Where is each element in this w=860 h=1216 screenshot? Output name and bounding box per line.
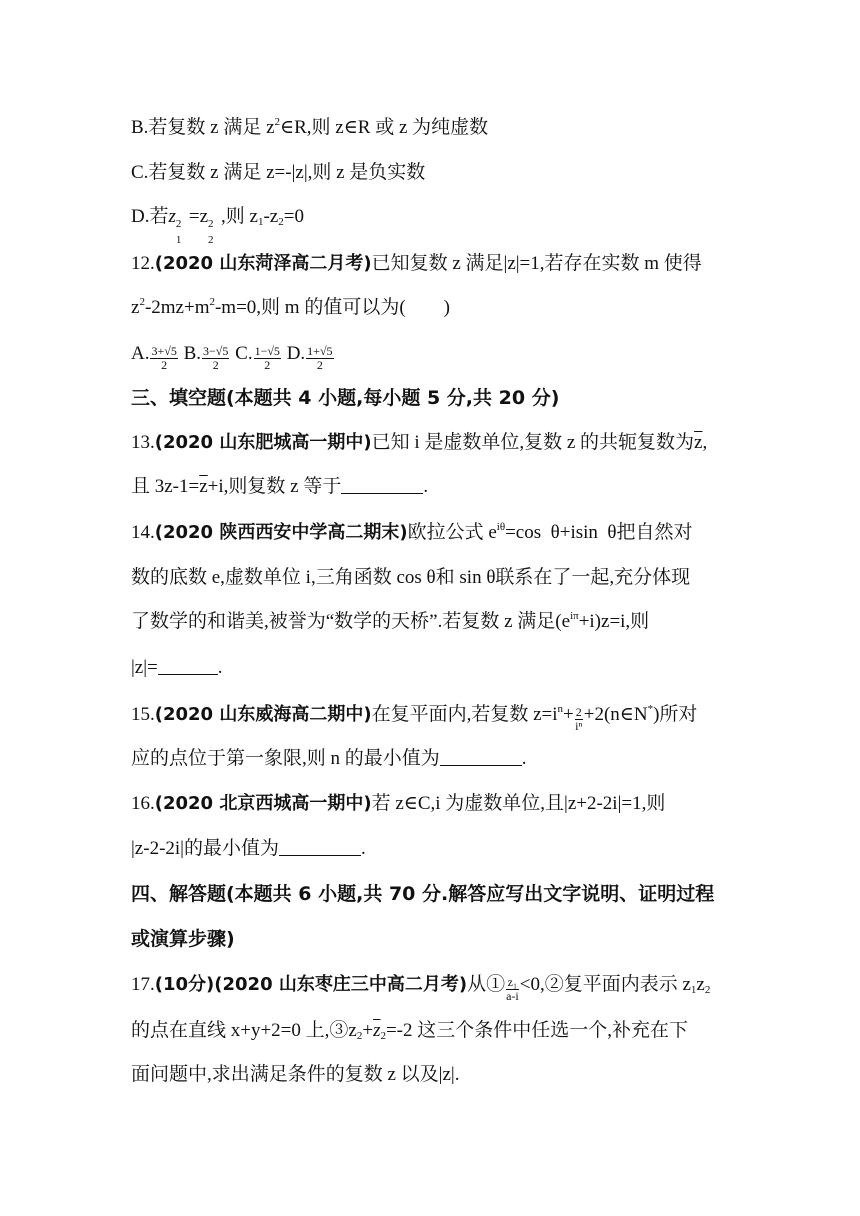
sub-1: 1: [690, 984, 697, 996]
section-heading-fill-in: 三、填空题(本题共 4 小题,每小题 5 分,共 20 分): [131, 387, 560, 409]
superscript: 2: [274, 116, 281, 128]
fraction-denominator: a-i: [506, 989, 519, 1003]
plus: +: [563, 704, 574, 725]
q17-line2: [131, 1019, 688, 1043]
fraction-denominator: iⁿ: [575, 719, 583, 733]
option-c-line: [131, 161, 425, 185]
question-text: |z-2-2i|的最小值为: [131, 838, 279, 859]
option-c-text: C.若复数 z 满足 z=-|z|,则 z 是负实数: [131, 162, 426, 183]
option-d-label: D.: [281, 343, 306, 364]
question-text: 已知 i 是虚数单位,复数 z 的共轭复数为: [371, 432, 695, 453]
sub-2: 2: [356, 1030, 363, 1042]
question-source: (2020 山东菏泽高二月考): [154, 253, 372, 274]
q14-line1: [131, 521, 693, 545]
option-d-fraction: [306, 345, 333, 372]
question-text: 的点在直线 x+y+2=0 上,③z: [131, 1020, 357, 1041]
question-text: 面问题中,求出满足条件的复数 z 以及|z|.: [131, 1064, 460, 1085]
option-b-text-rest: ∈R,则 z∈R 或 z 为纯虚数: [280, 117, 489, 138]
question-text: +i,则复数 z 等于: [207, 476, 342, 497]
question-text: -2mz+m: [144, 297, 210, 318]
superscript: *: [647, 703, 654, 715]
q12-line1: [131, 252, 702, 276]
question-number: 16.: [131, 793, 155, 814]
option-b-text: B.若复数 z 满足 z: [131, 117, 275, 138]
math-z2: z: [199, 206, 209, 227]
question-text: +2(n∈N: [583, 704, 648, 725]
section-heading-solve-cont: 或演算步骤): [131, 928, 235, 950]
z2-sub: 2: [208, 234, 214, 246]
question-text: 若 z∈C,i 为虚数单位,且|z+2-2i|=1,则: [371, 793, 666, 814]
question-text: ,: [702, 432, 708, 453]
option-a-label: A.: [131, 343, 150, 364]
q12-line2: [131, 296, 450, 320]
period: .: [423, 476, 429, 497]
question-text: 且 3z-1=: [131, 476, 200, 497]
fraction-numerator: 3+√5: [151, 344, 177, 358]
fraction-numerator: 2: [575, 705, 582, 719]
option-b-label: B.: [178, 343, 202, 364]
q16-line1: [131, 792, 665, 816]
fraction-numerator: 3−√5: [203, 344, 229, 358]
z1-sup: 2: [175, 218, 182, 230]
question-text: 了数学的和谐美,被誉为“数学的天桥”.若复数 z 满足(e: [131, 611, 571, 632]
question-text: 在复平面内,若复数 z=i: [371, 704, 558, 725]
question-text: )所对: [653, 704, 698, 725]
q15-line2: [131, 747, 527, 771]
answer-blank[interactable]: [440, 747, 522, 766]
option-b-fraction: [202, 345, 229, 372]
superscript: iθ: [496, 521, 506, 533]
q17-line3: [131, 1063, 459, 1087]
question-text: z: [131, 297, 140, 318]
equals: =: [188, 206, 200, 227]
option-d-text: D.若: [131, 206, 169, 227]
fraction-numerator: 1+√5: [307, 344, 333, 358]
question-text: =-2 这三个条件中任选一个,补充在下: [385, 1020, 689, 1041]
question-text: 数的底数 e,虚数单位 i,三角函数 cos θ和 sin θ联系在了一起,充分体现: [131, 567, 691, 588]
fraction-z1-over-a-i: [506, 976, 519, 1003]
question-text: <0,②复平面内表示 z: [519, 974, 691, 995]
option-d-text-2: ,则 z: [221, 206, 258, 227]
question-source: (2020 山东肥城高一期中): [154, 432, 372, 453]
superscript: 2: [209, 296, 215, 308]
option-b-line: [131, 116, 488, 140]
period: .: [360, 838, 366, 859]
question-number: 14.: [131, 522, 155, 543]
question-text: |z|=: [131, 657, 158, 678]
question-text: 欧拉公式 e: [407, 522, 497, 543]
section-heading-solve: 四、解答题(本题共 6 小题,共 70 分.解答应写出文字说明、证明过程: [131, 883, 715, 905]
q14-line2: [131, 566, 690, 590]
question-number: 12.: [131, 253, 155, 274]
option-c-fraction: [254, 345, 281, 372]
superscript: n: [557, 703, 564, 715]
superscript: iπ: [570, 610, 579, 622]
question-number: 13.: [131, 432, 155, 453]
question-source: (2020 陕西西安中学高二期末): [154, 522, 408, 543]
answer-blank[interactable]: [158, 656, 218, 675]
z2-sup: 2: [208, 218, 214, 230]
option-d-line: [131, 205, 304, 246]
period: .: [217, 657, 223, 678]
sub-2: 2: [704, 984, 711, 996]
fraction-denominator: 2: [161, 358, 168, 372]
period: .: [521, 748, 527, 769]
q13-line1: [131, 431, 707, 455]
option-c-label: C.: [230, 343, 253, 364]
option-d-end: =0: [283, 206, 304, 227]
fraction-denominator: 2: [212, 358, 219, 372]
q17-line1: [131, 973, 710, 1003]
question-source: (2020 北京西城高一期中): [154, 793, 372, 814]
math-z1: z: [168, 206, 176, 227]
fraction-2-over-i-n: [575, 706, 583, 733]
sub-1: 1: [257, 216, 264, 228]
answer-blank[interactable]: [341, 475, 423, 494]
fraction-denominator: 2: [264, 358, 271, 372]
z-conjugate: $\overline{z}$: [373, 1020, 381, 1041]
question-text: 从①: [467, 974, 506, 995]
q15-line1: [131, 703, 697, 733]
z-conjugate: $\overline{z}$: [694, 432, 703, 453]
superscript: 2: [139, 296, 145, 308]
question-number: 15.: [131, 704, 155, 725]
q12-options: [131, 342, 335, 372]
question-source: (2020 山东威海高二期中): [154, 704, 372, 725]
question-text: +i)z=i,则: [578, 611, 650, 632]
z-conjugate: $\overline{z}$: [199, 476, 208, 497]
question-text: -m=0,则 m 的值可以为( ): [214, 297, 450, 318]
question-source: (2020 山东枣庄三中高二月考): [214, 974, 468, 995]
question-number: 17.: [131, 974, 155, 995]
q16-line2: [131, 837, 366, 861]
fraction-numerator: z₁: [507, 975, 518, 989]
sub-2: 2: [380, 1030, 386, 1042]
option-a-fraction: [150, 345, 177, 372]
z: z: [696, 974, 705, 995]
q14-line3: [131, 610, 649, 634]
answer-blank[interactable]: [279, 837, 361, 856]
question-score: (10分): [154, 974, 215, 995]
plus: +: [362, 1020, 374, 1041]
sub-2: 2: [278, 216, 284, 228]
q13-line2: [131, 475, 428, 499]
q14-line4: [131, 656, 223, 680]
fraction-denominator: 2: [316, 358, 323, 372]
question-text: 应的点位于第一象限,则 n 的最小值为: [131, 748, 440, 769]
fraction-numerator: 1−√5: [254, 344, 280, 358]
z1-sub: 1: [175, 234, 182, 246]
question-text: =cos θ+isin θ把自然对: [505, 522, 693, 543]
option-d-mid: -z: [263, 206, 279, 227]
question-text: 已知复数 z 满足|z|=1,若存在实数 m 使得: [371, 253, 702, 274]
